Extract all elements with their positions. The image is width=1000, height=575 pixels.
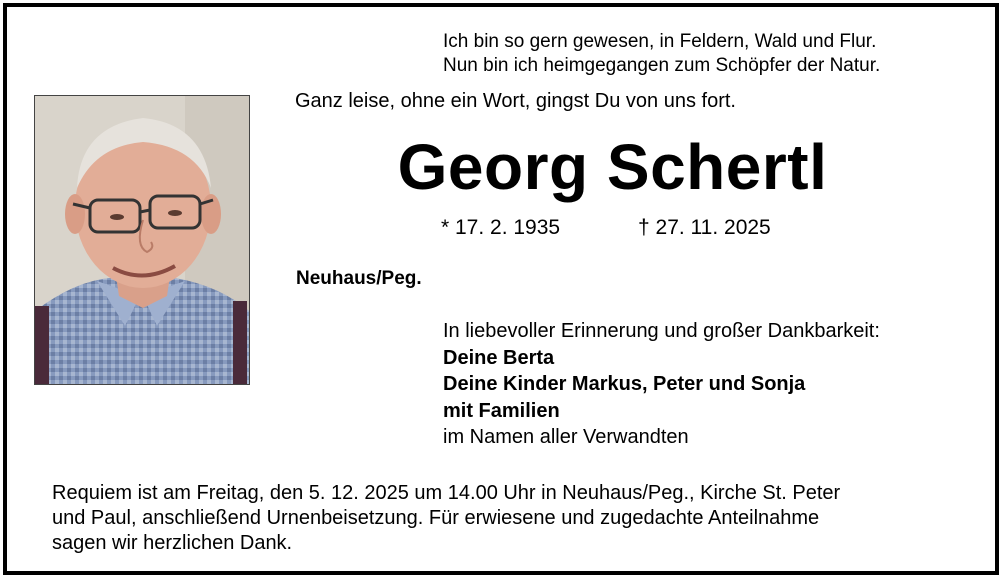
- service-line-2: und Paul, anschließend Urnenbeisetzung. Für erwiesene und zugedachte Anteilnahme: [52, 507, 820, 529]
- intro-line: Ganz leise, ohne ein Wort, gingst Du von uns fort.: [295, 90, 736, 112]
- mourner-line: Deine Berta: [443, 346, 555, 369]
- death-date: † 27. 11. 2025: [638, 216, 771, 239]
- deceased-name: Georg Schertl: [397, 131, 828, 203]
- mourner-line: mit Familien: [443, 399, 560, 422]
- poem-verse: [443, 30, 880, 78]
- mourners-intro: In liebevoller Erinnerung und großer Dankbarkeit:: [443, 320, 880, 342]
- mourners-block: [443, 318, 880, 451]
- hometown: Neuhaus/Peg.: [296, 268, 422, 289]
- poem-line-1: Ich bin so gern gewesen, in Feldern, Wald und Flur.: [443, 31, 877, 52]
- mourner-line: Deine Kinder Markus, Peter und Sonja: [443, 373, 806, 395]
- mourners-closing: im Namen aller Verwandten: [443, 426, 689, 448]
- service-line-3: sagen wir herzlichen Dank.: [52, 532, 293, 554]
- service-notice: [52, 481, 962, 556]
- poem-line-2: Nun bin ich heimgegangen zum Schöpfer der Natur.: [443, 55, 881, 76]
- birth-date: * 17. 2. 1935: [441, 216, 561, 239]
- service-line-1: Requiem ist am Freitag, den 5. 12. 2025 um 14.00 Uhr in Neuhaus/Peg., Kirche St. Peter: [52, 482, 841, 504]
